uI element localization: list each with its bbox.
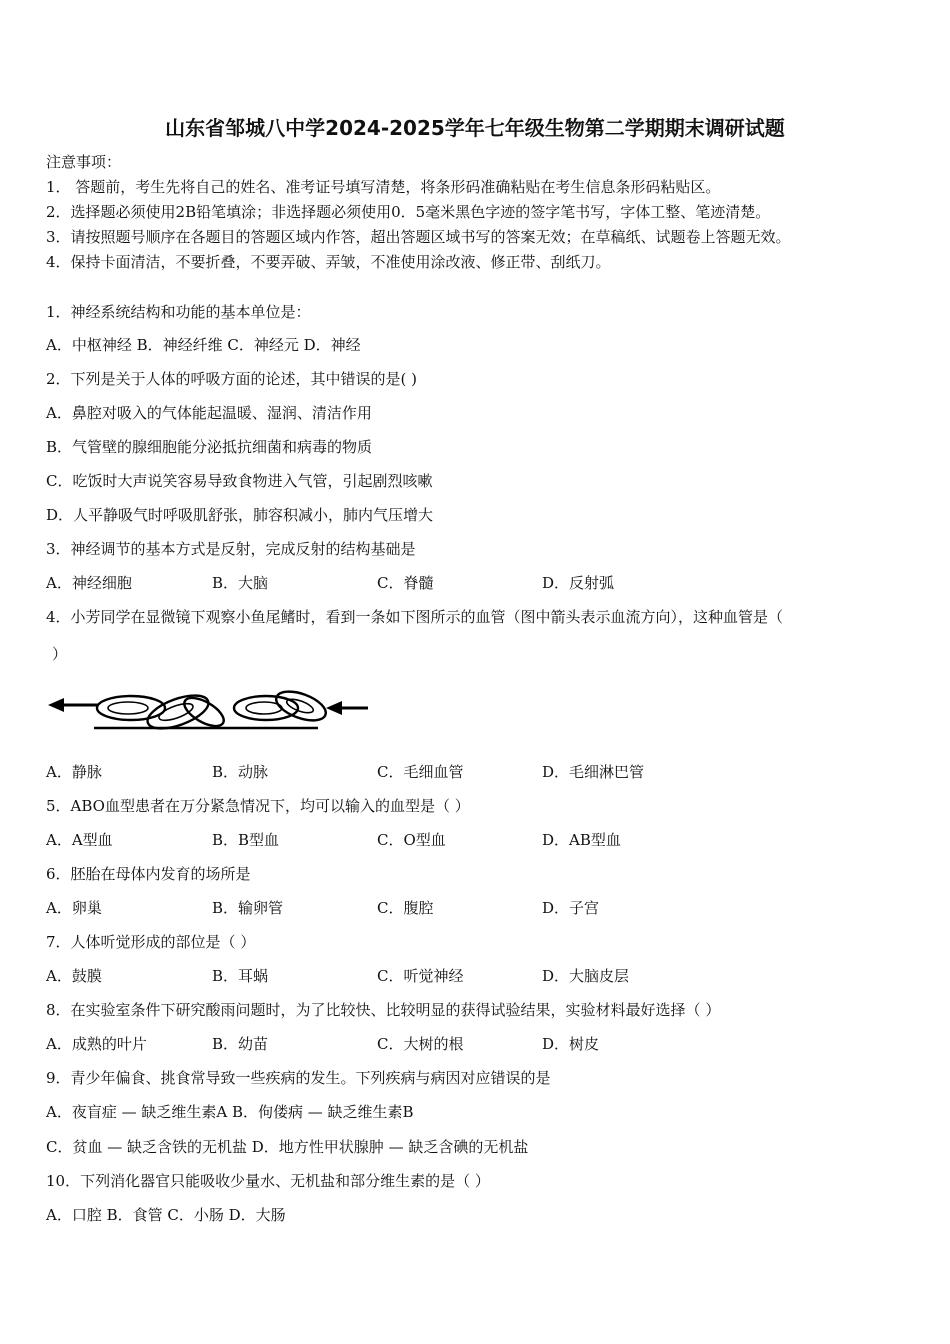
option-b: B．幼苗: [212, 1035, 269, 1053]
notice-item: 3．请按照题号顺序在各题目的答题区域内作答，超出答题区域书写的答案无效；在草稿纸、试题卷上答题无效。: [46, 228, 791, 246]
question-stem: 7．人体听觉形成的部位是（ ）: [46, 933, 256, 951]
notice-header: 注意事项：: [46, 153, 122, 171]
option-c: C．腹腔: [377, 899, 434, 917]
option-line: C．贫血 — 缺乏含铁的无机盐 D．地方性甲状腺肿 — 缺乏含碘的无机盐: [46, 1138, 529, 1156]
option-d: D．子宫: [542, 899, 600, 917]
question-stem: 8．在实验室条件下研究酸雨问题时，为了比较快、比较明显的获得试验结果，实验材料最好选择（ ）: [46, 1001, 721, 1019]
left-arrow-icon: [48, 698, 98, 712]
option-c: C．听觉神经: [377, 967, 464, 985]
option-a: A．A型血: [46, 831, 113, 849]
option-d: D．反射弧: [542, 574, 615, 592]
option-row: [46, 1034, 906, 1054]
option-b: B．气管壁的腺细胞能分泌抵抗细菌和病毒的物质: [46, 438, 373, 456]
question-stem-end: ）: [52, 645, 68, 663]
option-line: A．中枢神经 B．神经纤维 C．神经元 D．神经: [46, 336, 361, 354]
option-line: A．口腔 B．食管 C．小肠 D．大肠: [46, 1206, 286, 1224]
option-b: B．输卵管: [212, 899, 284, 917]
option-row: [46, 573, 906, 593]
question-stem: 3．神经调节的基本方式是反射，完成反射的结构基础是: [46, 540, 416, 558]
option-b: B．动脉: [212, 763, 269, 781]
question-stem: 6．胚胎在母体内发育的场所是: [46, 865, 251, 883]
option-b: B．耳蜗: [212, 967, 269, 985]
question-stem: 2．下列是关于人体的呼吸方面的论述，其中错误的是( ): [46, 370, 418, 388]
question-stem: 4．小芳同学在显微镜下观察小鱼尾鳍时，看到一条如下图所示的血管（图中箭头表示血流方向），这种血管是（: [46, 608, 784, 626]
left-arrow-icon: [326, 701, 368, 715]
option-d: D．大脑皮层: [542, 967, 630, 985]
option-a: A．成熟的叶片: [46, 1035, 147, 1053]
question-stem: 1．神经系统结构和功能的基本单位是：: [46, 303, 311, 321]
question-stem: 10．下列消化器官只能吸收少量水、无机盐和部分维生素的是（ ）: [46, 1172, 490, 1190]
option-a: A．静脉: [46, 763, 102, 781]
notice-item: 2．选择题必须使用2B铅笔填涂；非选择题必须使用0．5毫米黑色字迹的签字笔书写，字体工整、笔迹清楚。: [46, 203, 771, 221]
option-c: C．毛细血管: [377, 763, 464, 781]
question-stem: 5．ABO血型患者在万分紧急情况下，均可以输入的血型是（ ）: [46, 797, 470, 815]
option-b: B．大脑: [212, 574, 269, 592]
notice-item: 4．保持卡面清洁，不要折叠，不要弄破、弄皱，不准使用涂改液、修正带、刮纸刀。: [46, 253, 611, 271]
question-stem: 9．青少年偏食、挑食常导致一些疾病的发生。下列疾病与病因对应错误的是: [46, 1069, 551, 1087]
option-c: C．吃饭时大声说笑容易导致食物进入气管，引起剧烈咳嗽: [46, 472, 433, 490]
option-b: B．B型血: [212, 831, 280, 849]
option-line: A．夜盲症 — 缺乏维生素A B．佝偻病 — 缺乏维生素B: [46, 1103, 414, 1121]
option-row: [46, 898, 906, 918]
notice-item: 1． 答题前，考生先将自己的姓名、准考证号填写清楚，将条形码准确粘贴在考生信息条形码粘贴区。: [46, 178, 721, 196]
option-row: [46, 762, 906, 782]
option-c: C．脊髓: [377, 574, 434, 592]
option-d: D．毛细淋巴管: [542, 763, 645, 781]
option-a: A．鼻腔对吸入的气体能起温暖、湿润、清洁作用: [46, 404, 372, 422]
option-d: D．树皮: [542, 1035, 600, 1053]
option-d: D．人平静吸气时呼吸肌舒张，肺容积减小，肺内气压增大: [46, 506, 434, 524]
option-row: [46, 830, 906, 850]
option-row: [46, 966, 906, 986]
blood-vessel-figure: [46, 684, 376, 734]
option-c: C．O型血: [377, 831, 446, 849]
option-c: C．大树的根: [377, 1035, 464, 1053]
option-a: A．卵巢: [46, 899, 102, 917]
option-d: D．AB型血: [542, 831, 621, 849]
option-a: A．神经细胞: [46, 574, 132, 592]
option-a: A．鼓膜: [46, 967, 102, 985]
page-title: 山东省邹城八中学2024-2025学年七年级生物第二学期期末调研试题: [165, 116, 785, 140]
